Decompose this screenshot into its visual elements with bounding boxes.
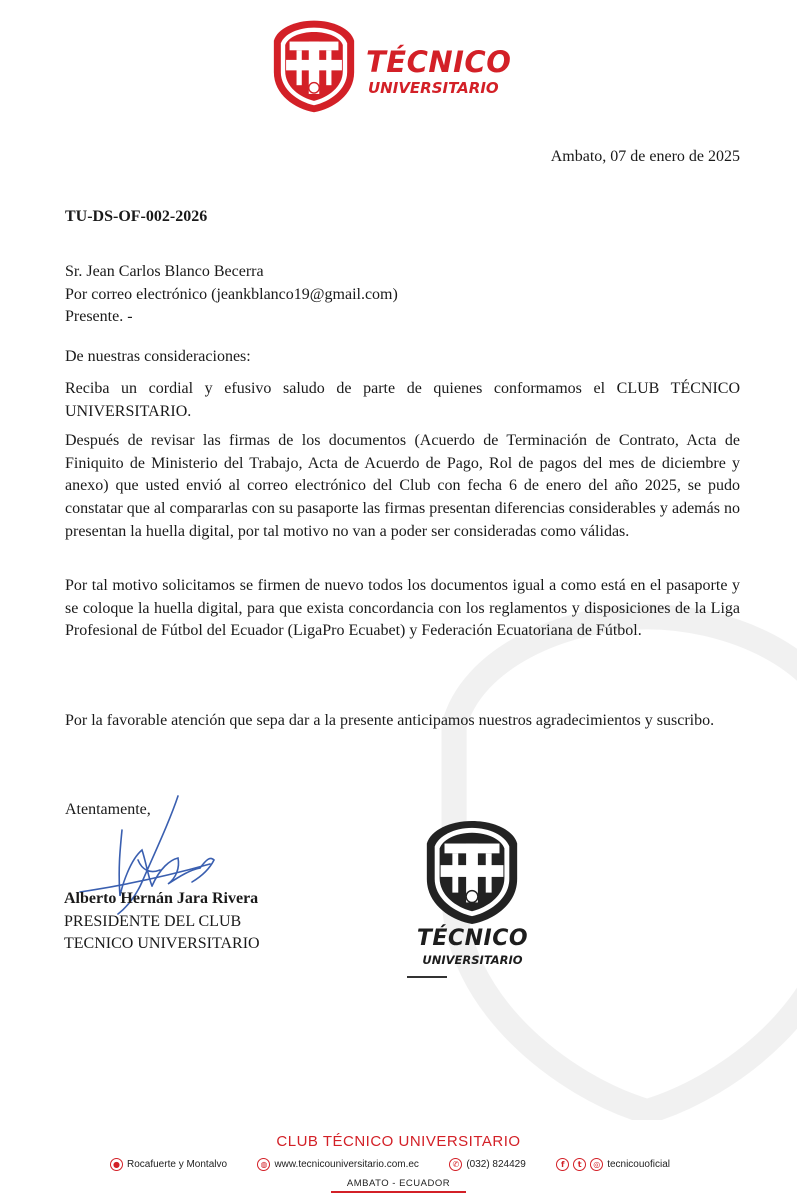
location-pin-icon: ● (110, 1158, 123, 1171)
stamp-subtitle: UNIVERSITARIO (422, 953, 523, 967)
brand-title: TÉCNICO (366, 45, 512, 79)
greeting: De nuestras consideraciones: (65, 348, 251, 365)
instagram-icon: ◎ (590, 1158, 603, 1171)
footer-phone: ✆ (032) 824429 (449, 1158, 526, 1171)
paragraph-2: Después de revisar las firmas de los documentos (Acuerdo de Terminación de Contrato, Acta de Finiquito de Ministerio del Trabajo, Acta de Acuerdo de Pago, Rol de pagos del mes de diciembre y anexo) que usted envió al correo electrónico del Club con fecha 6 de enero del año 2025, se pudo constatar que al compararlas con su pasaporte las firmas presentan diferencias considerables y además no presentan la huella digital, por tal motivo no van a poder ser consideradas como válidas. (65, 432, 740, 540)
reference-number: TU-DS-OF-002-2026 (65, 208, 208, 225)
footer-contact-row (110, 1155, 670, 1173)
club-crest-icon (270, 18, 358, 114)
signer-title-2: TECNICO UNIVERSITARIO (64, 935, 260, 953)
header-logo (270, 18, 520, 114)
recipient-block (65, 261, 398, 329)
stamp-crest-icon (417, 818, 527, 926)
closing: Atentamente, (65, 801, 151, 818)
footer-title: CLUB TÉCNICO UNIVERSITARIO (276, 1133, 521, 1150)
footer-address: ● Rocafuerte y Montalvo (110, 1158, 227, 1171)
paragraph-4: Por la favorable atención que sepa dar a la presente anticipamos nuestros agradecimientos y suscribo. (65, 712, 715, 729)
recipient-name: Sr. Jean Carlos Blanco Becerra (65, 263, 264, 280)
club-stamp (405, 818, 540, 988)
signer-name: Alberto Hernán Jara Rivera (64, 890, 259, 907)
facebook-icon: f (556, 1158, 569, 1171)
footer-social: f t ◎ tecnicouoficial (556, 1158, 670, 1171)
signer-block (64, 888, 260, 956)
recipient-presente: Presente. - (65, 308, 133, 326)
brand-subtitle: UNIVERSITARIO (368, 79, 499, 97)
phone-icon: ✆ (449, 1158, 462, 1171)
stamp-underline (407, 976, 447, 978)
twitter-icon: t (573, 1158, 586, 1171)
footer-website[interactable]: ◍ www.tecnicouniversitario.com.ec (257, 1158, 419, 1171)
letter-date: Ambato, 07 de enero de 2025 (550, 148, 740, 165)
recipient-email: Por correo electrónico (jeankblanco19@gmail.com) (65, 285, 398, 303)
stamp-title: TÉCNICO (416, 926, 529, 951)
globe-icon: ◍ (257, 1158, 270, 1171)
paragraph-3: Por tal motivo solicitamos se firmen de nuevo todos los documentos igual a como está en el pasaporte y se coloque la huella digital, para que exista concordancia con los reglamentos y disposiciones de la Liga Profesional de Fútbol del Ecuador (LigaPro Ecuabet) y Federación Ecuatoriana de Fútbol. (65, 577, 740, 640)
paragraph-1: Reciba un cordial y efusivo saludo de parte de quienes conformamos el CLUB TÉCNICO UNIVERSITARIO. (65, 380, 740, 420)
footer-city: AMBATO - ECUADOR (0, 1176, 797, 1193)
signer-title-1: PRESIDENTE DEL CLUB (64, 912, 242, 930)
